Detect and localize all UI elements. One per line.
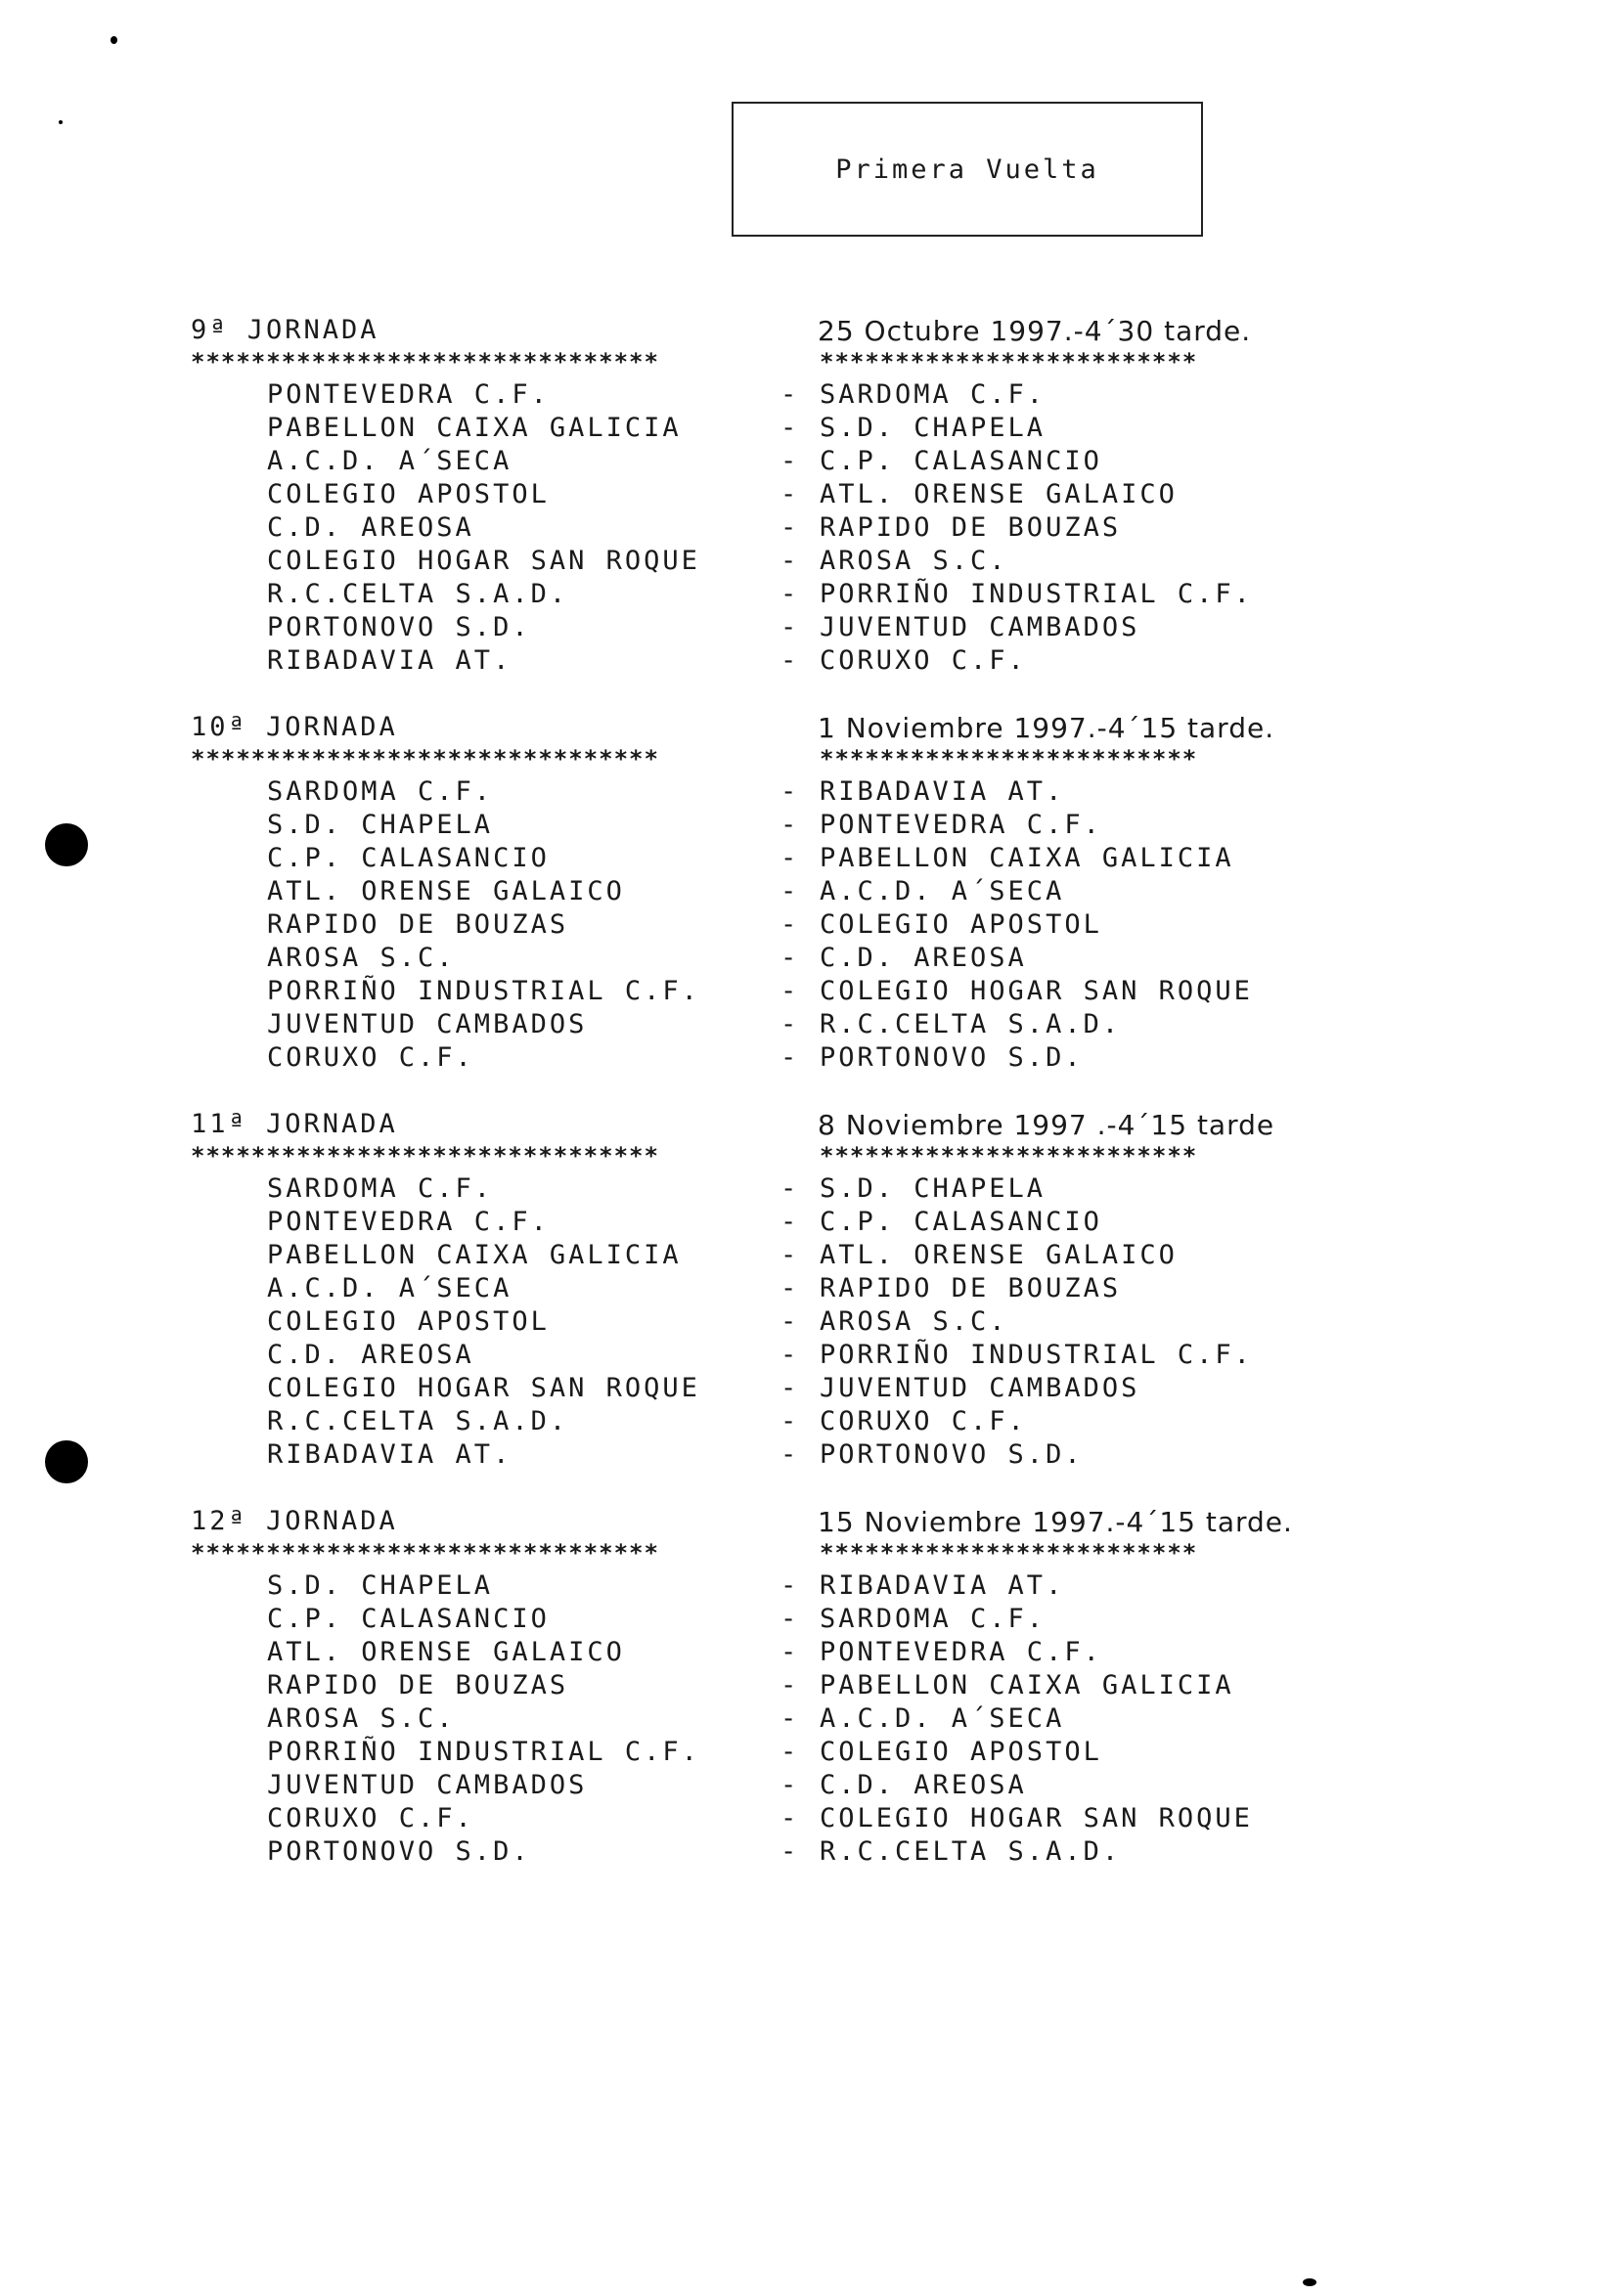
away-team: PORRIÑO INDUSTRIAL C.F.	[820, 579, 1253, 609]
home-team: C.P. CALASANCIO	[267, 1604, 550, 1634]
match-row	[186, 512, 1389, 546]
separator-stars-right: *************************	[820, 1142, 1198, 1170]
away-team: AROSA S.C.	[820, 1306, 1008, 1337]
away-team: RIBADAVIA AT.	[820, 776, 1065, 807]
round-date: 1 Noviembre 1997.-4´15 tarde.	[818, 712, 1275, 744]
match-row	[186, 909, 1389, 943]
match-row	[186, 1273, 1389, 1306]
round-header	[186, 315, 1389, 352]
away-team: AROSA S.C.	[820, 546, 1008, 576]
away-team: RIBADAVIA AT.	[820, 1570, 1065, 1601]
home-team: AROSA S.C.	[267, 943, 456, 973]
away-team: RAPIDO DE BOUZAS	[820, 1273, 1122, 1303]
match-dash: -	[780, 612, 800, 642]
home-team: RIBADAVIA AT.	[267, 1439, 512, 1470]
page-title: Primera Vuelta	[835, 154, 1099, 185]
match-row	[186, 1009, 1389, 1042]
home-team: COLEGIO HOGAR SAN ROQUE	[267, 546, 700, 576]
away-team: C.D. AREOSA	[820, 943, 1027, 973]
home-team: A.C.D. A´SECA	[267, 1273, 512, 1303]
match-row	[186, 1173, 1389, 1207]
match-row	[186, 546, 1389, 579]
separator-row	[186, 745, 1389, 776]
punch-hole	[45, 823, 88, 866]
away-team: PONTEVEDRA C.F.	[820, 1637, 1102, 1667]
match-dash: -	[780, 909, 800, 940]
away-team: COLEGIO HOGAR SAN ROQUE	[820, 976, 1253, 1006]
match-row	[186, 1770, 1389, 1803]
separator-stars-right: *************************	[820, 1539, 1198, 1567]
match-dash: -	[780, 1373, 800, 1403]
home-team: PABELLON CAIXA GALICIA	[267, 1240, 682, 1270]
away-team: JUVENTUD CAMBADOS	[820, 612, 1140, 642]
away-team: A.C.D. A´SECA	[820, 1703, 1065, 1734]
match-dash: -	[780, 413, 800, 443]
round-date: 15 Noviembre 1997.-4´15 tarde.	[818, 1506, 1293, 1538]
round-title: 10ª JORNADA	[191, 712, 398, 742]
separator-row	[186, 1539, 1389, 1570]
match-dash: -	[780, 1273, 800, 1303]
match-dash: -	[780, 579, 800, 609]
match-row	[186, 810, 1389, 843]
match-dash: -	[780, 1703, 800, 1734]
match-dash: -	[780, 976, 800, 1006]
home-team: SARDOMA C.F.	[267, 776, 494, 807]
separator-stars-left: *******************************	[191, 1539, 659, 1567]
match-row	[186, 776, 1389, 810]
match-dash: -	[780, 876, 800, 906]
away-team: COLEGIO HOGAR SAN ROQUE	[820, 1803, 1253, 1833]
match-row	[186, 645, 1389, 679]
home-team: R.C.CELTA S.A.D.	[267, 579, 569, 609]
match-dash: -	[780, 1340, 800, 1370]
match-row	[186, 1836, 1389, 1870]
home-team: R.C.CELTA S.A.D.	[267, 1406, 569, 1436]
speck-mark	[1303, 2278, 1316, 2286]
away-team: S.D. CHAPELA	[820, 413, 1047, 443]
match-dash: -	[780, 1570, 800, 1601]
round-header	[186, 712, 1389, 749]
home-team: A.C.D. A´SECA	[267, 446, 512, 476]
match-row	[186, 379, 1389, 413]
home-team: PORRIÑO INDUSTRIAL C.F.	[267, 976, 700, 1006]
separator-stars-left: *******************************	[191, 745, 659, 773]
match-row	[186, 1670, 1389, 1703]
match-row	[186, 413, 1389, 446]
match-dash: -	[780, 1803, 800, 1833]
separator-stars-right: *************************	[820, 348, 1198, 375]
round-section	[186, 1109, 1389, 1473]
away-team: PORTONOVO S.D.	[820, 1042, 1084, 1073]
match-row	[186, 1637, 1389, 1670]
match-dash: -	[780, 1836, 800, 1867]
match-dash: -	[780, 1604, 800, 1634]
away-team: R.C.CELTA S.A.D.	[820, 1009, 1122, 1039]
match-row	[186, 1604, 1389, 1637]
away-team: R.C.CELTA S.A.D.	[820, 1836, 1122, 1867]
match-row	[186, 1439, 1389, 1473]
away-team: A.C.D. A´SECA	[820, 876, 1065, 906]
match-row	[186, 943, 1389, 976]
home-team: PONTEVEDRA C.F.	[267, 379, 550, 410]
separator-row	[186, 1142, 1389, 1173]
away-team: COLEGIO APOSTOL	[820, 1737, 1102, 1767]
round-date: 8 Noviembre 1997 .-4´15 tarde	[818, 1109, 1275, 1141]
home-team: C.P. CALASANCIO	[267, 843, 550, 873]
round-section	[186, 315, 1389, 679]
page-title-box	[732, 102, 1203, 237]
round-title: 9ª JORNADA	[191, 315, 379, 345]
away-team: CORUXO C.F.	[820, 1406, 1027, 1436]
home-team: S.D. CHAPELA	[267, 1570, 494, 1601]
round-title: 12ª JORNADA	[191, 1506, 398, 1536]
match-dash: -	[780, 1737, 800, 1767]
away-team: PORRIÑO INDUSTRIAL C.F.	[820, 1340, 1253, 1370]
round-header	[186, 1109, 1389, 1146]
away-team: SARDOMA C.F.	[820, 1604, 1047, 1634]
home-team: PORTONOVO S.D.	[267, 1836, 531, 1867]
match-dash: -	[780, 1770, 800, 1800]
home-team: RAPIDO DE BOUZAS	[267, 909, 569, 940]
match-row	[186, 1570, 1389, 1604]
away-team: PABELLON CAIXA GALICIA	[820, 1670, 1234, 1700]
match-dash: -	[780, 810, 800, 840]
match-row	[186, 876, 1389, 909]
match-dash: -	[780, 379, 800, 410]
match-row	[186, 479, 1389, 512]
home-team: CORUXO C.F.	[267, 1803, 474, 1833]
home-team: COLEGIO APOSTOL	[267, 1306, 550, 1337]
match-row	[186, 579, 1389, 612]
round-section	[186, 1506, 1389, 1870]
match-row	[186, 1703, 1389, 1737]
match-row	[186, 843, 1389, 876]
home-team: JUVENTUD CAMBADOS	[267, 1770, 588, 1800]
home-team: ATL. ORENSE GALAICO	[267, 1637, 625, 1667]
match-dash: -	[780, 645, 800, 676]
match-dash: -	[780, 1173, 800, 1204]
away-team: ATL. ORENSE GALAICO	[820, 1240, 1178, 1270]
separator-stars-left: *******************************	[191, 348, 659, 375]
home-team: PORTONOVO S.D.	[267, 612, 531, 642]
away-team: RAPIDO DE BOUZAS	[820, 512, 1122, 543]
match-dash: -	[780, 1439, 800, 1470]
punch-hole	[45, 1440, 88, 1483]
match-row	[186, 612, 1389, 645]
match-dash: -	[780, 546, 800, 576]
match-dash: -	[780, 1207, 800, 1237]
away-team: S.D. CHAPELA	[820, 1173, 1047, 1204]
match-row	[186, 1803, 1389, 1836]
match-row	[186, 446, 1389, 479]
speck-mark	[59, 120, 63, 124]
away-team: PONTEVEDRA C.F.	[820, 810, 1102, 840]
home-team: JUVENTUD CAMBADOS	[267, 1009, 588, 1039]
away-team: CORUXO C.F.	[820, 645, 1027, 676]
home-team: C.D. AREOSA	[267, 1340, 474, 1370]
match-row	[186, 1306, 1389, 1340]
round-header	[186, 1506, 1389, 1543]
home-team: C.D. AREOSA	[267, 512, 474, 543]
match-row	[186, 1373, 1389, 1406]
away-team: JUVENTUD CAMBADOS	[820, 1373, 1140, 1403]
match-dash: -	[780, 843, 800, 873]
round-date: 25 Octubre 1997.-4´30 tarde.	[818, 315, 1252, 347]
separator-stars-left: *******************************	[191, 1142, 659, 1170]
match-dash: -	[780, 446, 800, 476]
separator-row	[186, 348, 1389, 379]
home-team: PABELLON CAIXA GALICIA	[267, 413, 682, 443]
match-dash: -	[780, 1042, 800, 1073]
match-dash: -	[780, 479, 800, 509]
away-team: ATL. ORENSE GALAICO	[820, 479, 1178, 509]
match-dash: -	[780, 1670, 800, 1700]
home-team: SARDOMA C.F.	[267, 1173, 494, 1204]
away-team: C.D. AREOSA	[820, 1770, 1027, 1800]
away-team: C.P. CALASANCIO	[820, 1207, 1102, 1237]
home-team: PORRIÑO INDUSTRIAL C.F.	[267, 1737, 700, 1767]
match-dash: -	[780, 1406, 800, 1436]
away-team: SARDOMA C.F.	[820, 379, 1047, 410]
match-dash: -	[780, 1637, 800, 1667]
match-row	[186, 1737, 1389, 1770]
away-team: C.P. CALASANCIO	[820, 446, 1102, 476]
away-team: PORTONOVO S.D.	[820, 1439, 1084, 1470]
match-dash: -	[780, 1009, 800, 1039]
round-title: 11ª JORNADA	[191, 1109, 398, 1139]
home-team: S.D. CHAPELA	[267, 810, 494, 840]
home-team: CORUXO C.F.	[267, 1042, 474, 1073]
home-team: RAPIDO DE BOUZAS	[267, 1670, 569, 1700]
match-row	[186, 1042, 1389, 1076]
away-team: COLEGIO APOSTOL	[820, 909, 1102, 940]
match-row	[186, 1207, 1389, 1240]
match-row	[186, 1240, 1389, 1273]
match-dash: -	[780, 1306, 800, 1337]
match-dash: -	[780, 512, 800, 543]
home-team: COLEGIO APOSTOL	[267, 479, 550, 509]
match-row	[186, 976, 1389, 1009]
match-dash: -	[780, 1240, 800, 1270]
away-team: PABELLON CAIXA GALICIA	[820, 843, 1234, 873]
speck-mark	[111, 36, 117, 44]
home-team: ATL. ORENSE GALAICO	[267, 876, 625, 906]
home-team: RIBADAVIA AT.	[267, 645, 512, 676]
home-team: AROSA S.C.	[267, 1703, 456, 1734]
home-team: COLEGIO HOGAR SAN ROQUE	[267, 1373, 700, 1403]
match-row	[186, 1406, 1389, 1439]
match-dash: -	[780, 776, 800, 807]
separator-stars-right: *************************	[820, 745, 1198, 773]
home-team: PONTEVEDRA C.F.	[267, 1207, 550, 1237]
match-row	[186, 1340, 1389, 1373]
round-section	[186, 712, 1389, 1076]
match-dash: -	[780, 943, 800, 973]
